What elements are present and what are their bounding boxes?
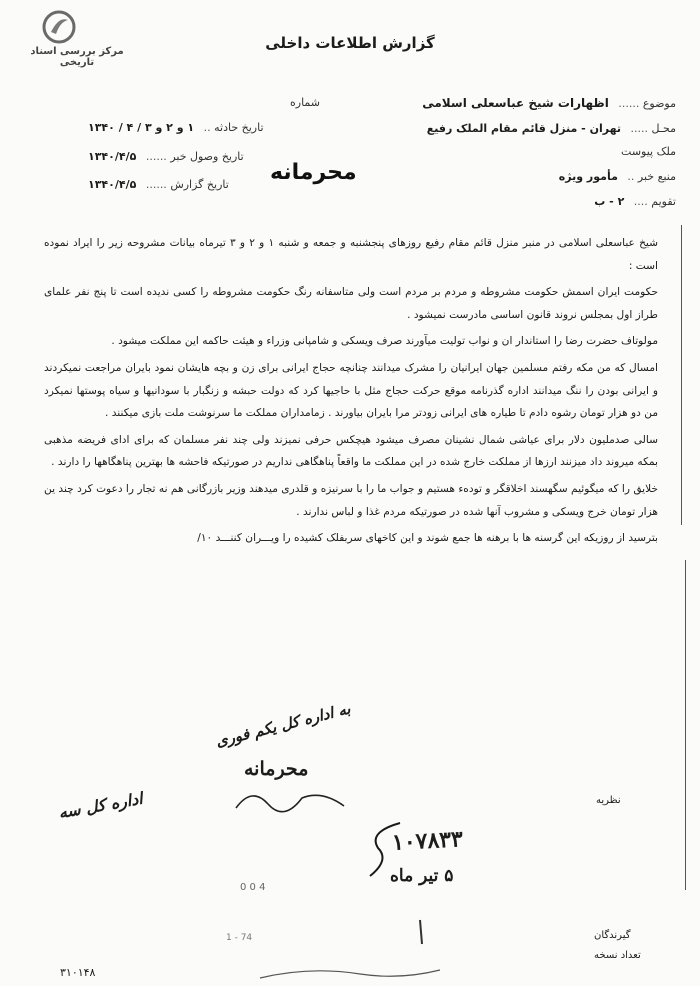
footer-recipients-label: گیرندگان <box>594 930 631 941</box>
place-value: تهران - منزل قائم مقام الملک رفیع <box>426 122 621 135</box>
attachment-label: ملک پیوست <box>621 145 676 158</box>
rating-row: تقویم .... ۲ - ب <box>594 195 676 208</box>
svg-text:0 0 4: 0 0 4 <box>240 882 266 893</box>
signature-scribble <box>232 780 352 820</box>
body-paragraph: سالی صدملیون دلار برای عیاشی شمال نشینان مصرف میشود هیچکس حرفی نمیزند ولی چند نفر مسلمان که برای ادای فریضه مذهبی بمکه میروند داد میزنند ارزها از مملکت خارج شده در این مملکت ما واقعاً پناهگاهی نداریم در صورتیکه فاحشه ها بهترین پناهگاهها را دارند . <box>44 433 658 469</box>
subject-label: موضوع <box>642 97 676 110</box>
body-paragraph: بترسید از روزیکه این گرسنه ها با برهنه ها جمع شوند و این کاخهای سربفلک کشیده را ویـــران کننـــد ۱۰/ <box>197 532 658 545</box>
source-label: منبع خبر <box>637 170 676 183</box>
attachment-row <box>621 145 676 158</box>
date-event-row: تاریخ حادثه .. ۱ و ۲ و ۳ / ۴ / ۱۳۴۰ <box>88 121 264 134</box>
document-received-date: ۵ تیر ماه <box>390 866 454 886</box>
faint-marks <box>200 870 460 980</box>
handwritten-routing-note: به اداره کل یکم فوری <box>213 699 353 751</box>
margin-handwritten-note: اداره کل سه <box>56 788 144 823</box>
archive-logo-caption: مرکز بررسی اسناد تاریخی <box>30 46 124 68</box>
document-title: گزارش اطلاعات داخلی <box>265 34 435 52</box>
subject-row: موضوع ...... اظهارات شیخ عباسعلی اسلامی <box>422 96 676 110</box>
archive-logo-icon <box>42 10 76 44</box>
number-label: شماره <box>290 96 321 109</box>
body-paragraph: خلایق را که میگوئیم سگهسند اخلاقگر و تودهء هستیم و جواب ما را با سرنیزه و قلدری میدهند وزیر بازرگانی هم نه تجار را دعوت کرد چند ین هزار تومان خرج ویسکی و مشروب آنها شده در صورتیکه مردم غذا و لباس ندارند . <box>44 482 658 518</box>
body-paragraph: حکومت ایران اسمش حکومت مشروطه و مردم بر مردم است ولی متاسفانه رنگ حکومت مشروطه را کسی ندیده است تا پنج نفر علمای طراز اول بمجلس نروند قانون اساسی مادرست نمیشود . <box>44 286 658 321</box>
source-row: منبع خبر .. مأمور ویژه <box>558 170 676 183</box>
date-receipt-label: تاریخ وصول خبر <box>170 150 244 163</box>
place-label: محـل <box>651 122 676 135</box>
rating-value: ۲ - ب <box>594 195 625 208</box>
date-receipt-value: ۱۳۴۰/۴/۵ <box>88 150 137 163</box>
footer-copies-label: تعداد نسخه <box>594 950 641 961</box>
svg-text:1 - 74: 1 - 74 <box>226 933 253 943</box>
body-paragraph: امسال که من مکه رفتم مسلمین جهان ایرانیان را مشرک میدانند چنانچه حجاج ایرانی برای زن و بچه هایشان نمود بایران مراجعت نمیکردند و ایرانی بودن را ننگ میدانند اداره گذرنامه موقع حرکت حجاج مثل با حاجیها کرد که دولت حبشه و زنگبار با سودانیها و سیاه پوستها نمیکرد من دو هزار تومان رشوه دادم تا طیاره های ایرانی زودتر مرا بایران بیاورند . زمامداران مملکت ما سرنوشت ملت بازی میکنند . <box>44 361 658 420</box>
date-report-row: تاریخ گزارش ...... ۱۳۴۰/۴/۵ <box>88 178 229 191</box>
rating-label: تقویم <box>651 195 676 208</box>
place-row: محـل ..... تهران - منزل قائم مقام الملک رفیع <box>426 122 676 135</box>
scan-edge-line <box>685 560 686 890</box>
body-paragraph: شیخ عباسعلی اسلامی در منبر منزل قائم مقام رفیع روزهای پنجشنبه و جمعه و شنبه ۱ و ۲ و ۳ تیرماه بیانات مشروحه زیر را ایراد نموده است : <box>44 237 658 272</box>
source-value: مأمور ویژه <box>558 170 618 183</box>
subject-value: اظهارات شیخ عباسعلی اسلامی <box>422 96 609 110</box>
date-report-label: تاریخ گزارش <box>170 178 229 191</box>
body-paragraph: مولوتاف حضرت رضا را استاندار ان و نواب تولیت میآورند صرف ویسکی و شامپانی وزراء و هیئت حاکمه این مملکت میشود . <box>111 335 658 348</box>
report-body <box>44 232 658 554</box>
number-row <box>290 96 320 109</box>
confidential-stamp-bottom: محرمانه <box>244 758 309 780</box>
date-event-label: تاریخ حادثه <box>214 121 264 134</box>
date-event-value: ۱ و ۲ و ۳ / ۴ / ۱۳۴۰ <box>88 121 195 134</box>
date-receipt-row: تاریخ وصول خبر ...... ۱۳۴۰/۴/۵ <box>88 150 244 163</box>
scan-edge-line <box>681 225 682 525</box>
footer-code: ۳۱۰۱۴۸ <box>60 966 96 979</box>
document-number: ۱۰۷۸۳۳ <box>391 826 464 856</box>
opinion-label: نظریه <box>596 795 621 806</box>
confidential-stamp-top: محرمانه <box>270 160 357 185</box>
date-report-value: ۱۳۴۰/۴/۵ <box>88 178 137 191</box>
